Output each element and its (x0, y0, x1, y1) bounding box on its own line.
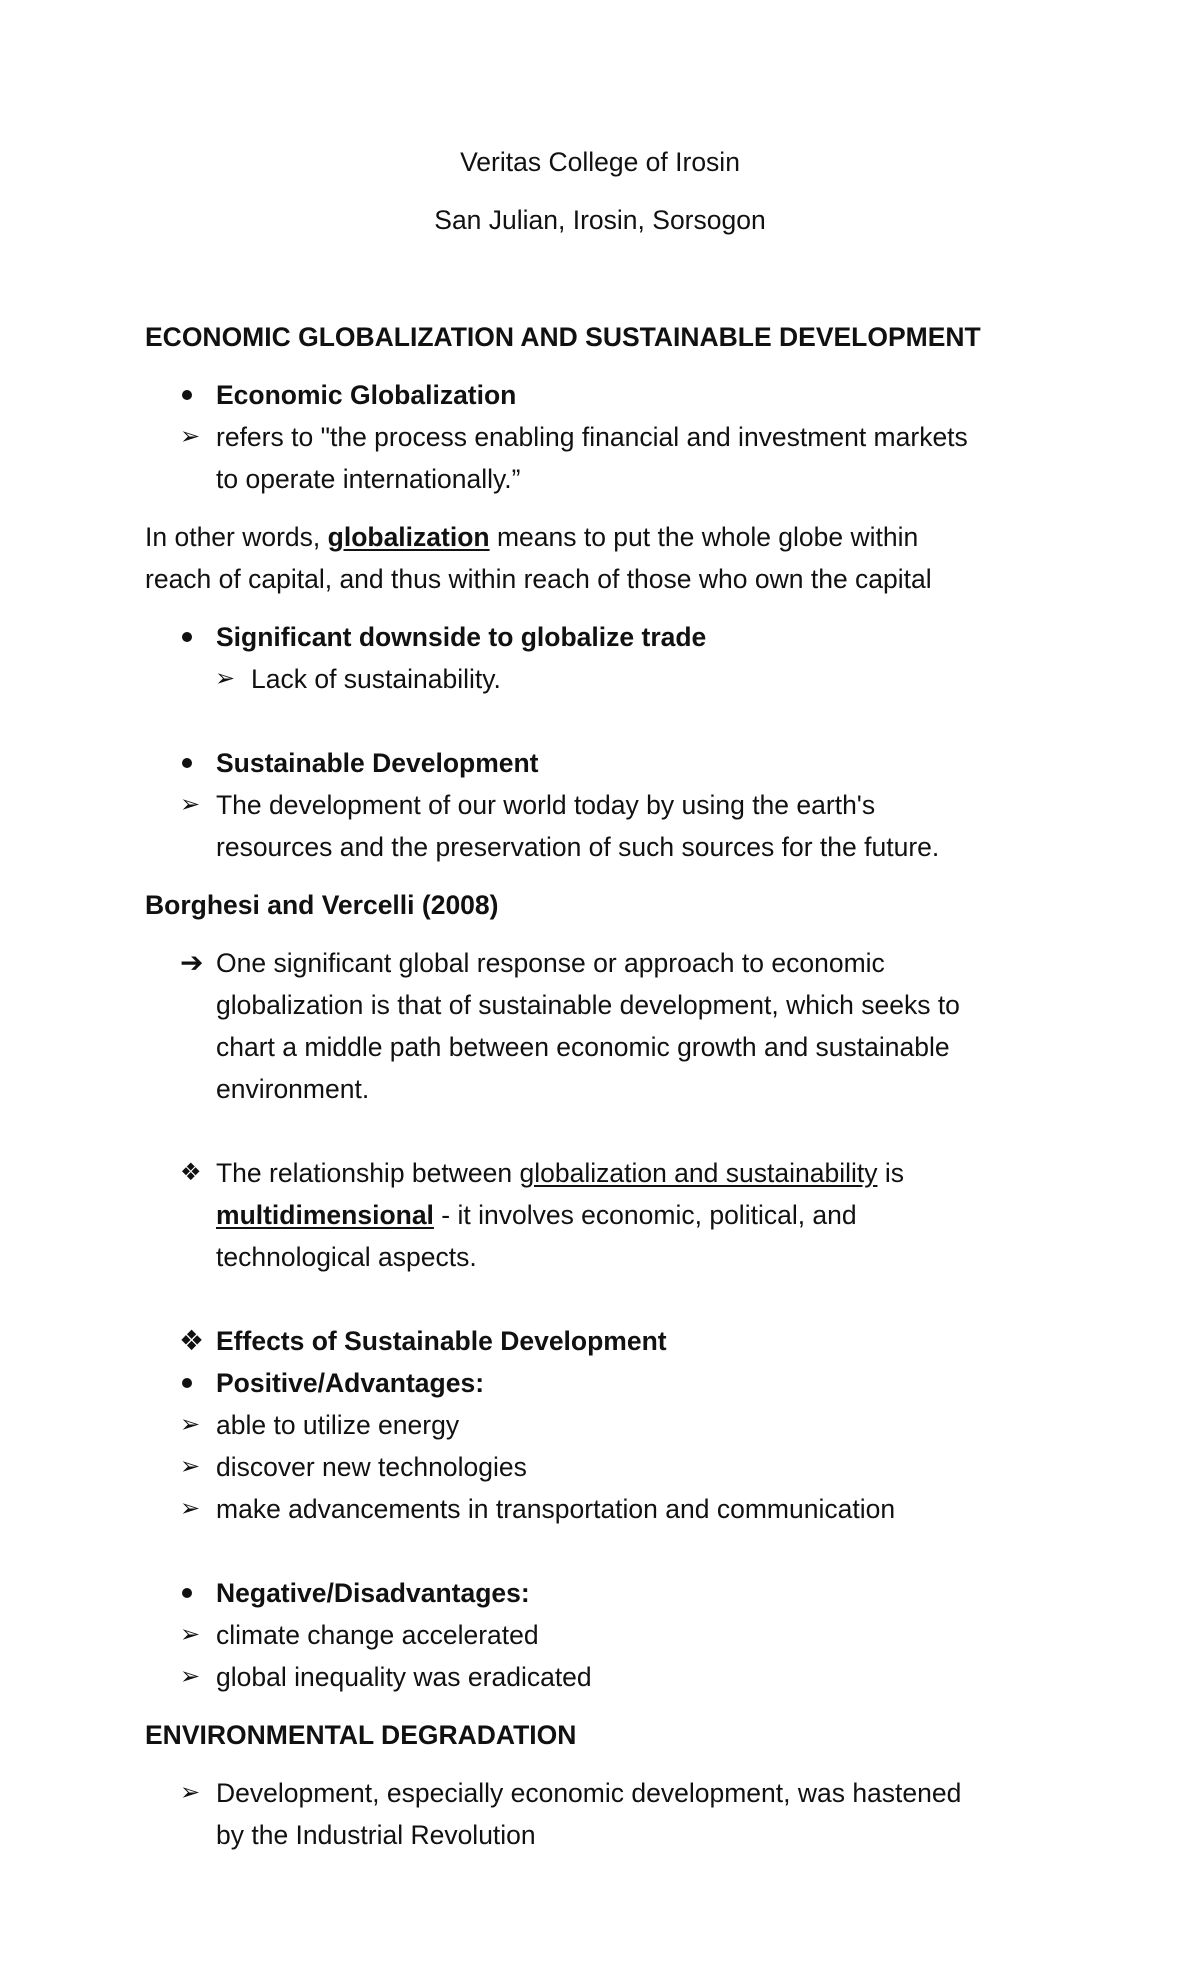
arrow-bullet-icon: ➢ (180, 1453, 201, 1480)
relationship-line1 (216, 1156, 904, 1190)
heading-effects: Effects of Sustainable Development (216, 1326, 667, 1356)
heading-economic-globalization: Economic Globalization (216, 380, 517, 410)
section-title-environmental-degradation: ENVIRONMENTAL DEGRADATION (145, 1720, 577, 1750)
arrow-bullet-icon: ➢ (180, 1411, 201, 1438)
negative-item: global inequality was eradicated (216, 1662, 592, 1692)
borghesi-para-line2: globalization is that of sustainable development, which seeks to (216, 990, 960, 1020)
section-title-globalization: ECONOMIC GLOBALIZATION AND SUSTAINABLE DEVELOPMENT (145, 322, 981, 352)
positive-item: make advancements in transportation and communication (216, 1494, 896, 1524)
in-other-words-rest: means to put the whole globe within (489, 522, 919, 552)
downside-point: Lack of sustainability. (251, 664, 501, 694)
env-deg-line1: Development, especially economic development, was hastened (216, 1778, 962, 1808)
diamond-bullet-icon: ❖ (180, 1159, 202, 1186)
bullet-dot-icon (182, 632, 192, 642)
heading-negative: Negative/Disadvantages: (216, 1578, 530, 1608)
relationship-rest: - it involves economic, political, and (433, 1200, 857, 1230)
bullet-dot-icon (182, 390, 192, 400)
arrow-bullet-icon: ➢ (180, 1779, 201, 1806)
relationship-suffix: is (877, 1158, 904, 1188)
term-globalization: globalization (327, 522, 490, 552)
arrow-bullet-icon: ➢ (180, 423, 201, 450)
negative-item: climate change accelerated (216, 1620, 539, 1650)
school-address: San Julian, Irosin, Sorsogon (434, 205, 766, 235)
positive-item: able to utilize energy (216, 1410, 460, 1440)
borghesi-para-line3: chart a middle path between economic growth and sustainable (216, 1032, 950, 1062)
heading-positive: Positive/Advantages: (216, 1368, 485, 1398)
heading-downside: Significant downside to globalize trade (216, 622, 707, 652)
heading-borghesi-vercelli: Borghesi and Vercelli (2008) (145, 890, 499, 920)
arrow-bullet-icon: ➢ (180, 1663, 201, 1690)
sust-dev-line1: The development of our world today by using the earth's (216, 790, 876, 820)
borghesi-para-line1: One significant global response or approach to economic (216, 948, 885, 978)
term-multidimensional: multidimensional (216, 1200, 434, 1230)
econ-glob-definition-line1: refers to "the process enabling financial and investment markets (216, 422, 968, 452)
bullet-dot-icon (182, 758, 192, 768)
bold-arrow-bullet-icon: ➔ (180, 947, 204, 978)
relationship-prefix: The relationship between (216, 1158, 520, 1188)
in-other-words-line1 (145, 520, 918, 554)
relationship-line2 (216, 1198, 857, 1232)
diamond-bullet-icon: ❖ (179, 1325, 205, 1356)
arrow-bullet-icon: ➢ (180, 1621, 201, 1648)
arrow-bullet-icon: ➢ (180, 791, 201, 818)
in-other-words-line2: reach of capital, and thus within reach of those who own the capital (145, 564, 932, 594)
bullet-dot-icon (182, 1378, 192, 1388)
heading-sustainable-development: Sustainable Development (216, 748, 539, 778)
sust-dev-line2: resources and the preservation of such sources for the future. (216, 832, 940, 862)
relationship-line3: technological aspects. (216, 1242, 477, 1272)
bullet-dot-icon (182, 1588, 192, 1598)
econ-glob-definition-line2: to operate internationally.” (216, 464, 521, 494)
in-other-words-prefix: In other words, (145, 522, 328, 552)
positive-item: discover new technologies (216, 1452, 527, 1482)
term-globalization-sustainability: globalization and sustainability (519, 1158, 878, 1188)
env-deg-line2: by the Industrial Revolution (216, 1820, 536, 1850)
school-name: Veritas College of Irosin (460, 147, 740, 177)
arrow-bullet-icon: ➢ (180, 1495, 201, 1522)
borghesi-para-line4: environment. (216, 1074, 370, 1104)
arrow-bullet-icon: ➢ (215, 665, 236, 692)
